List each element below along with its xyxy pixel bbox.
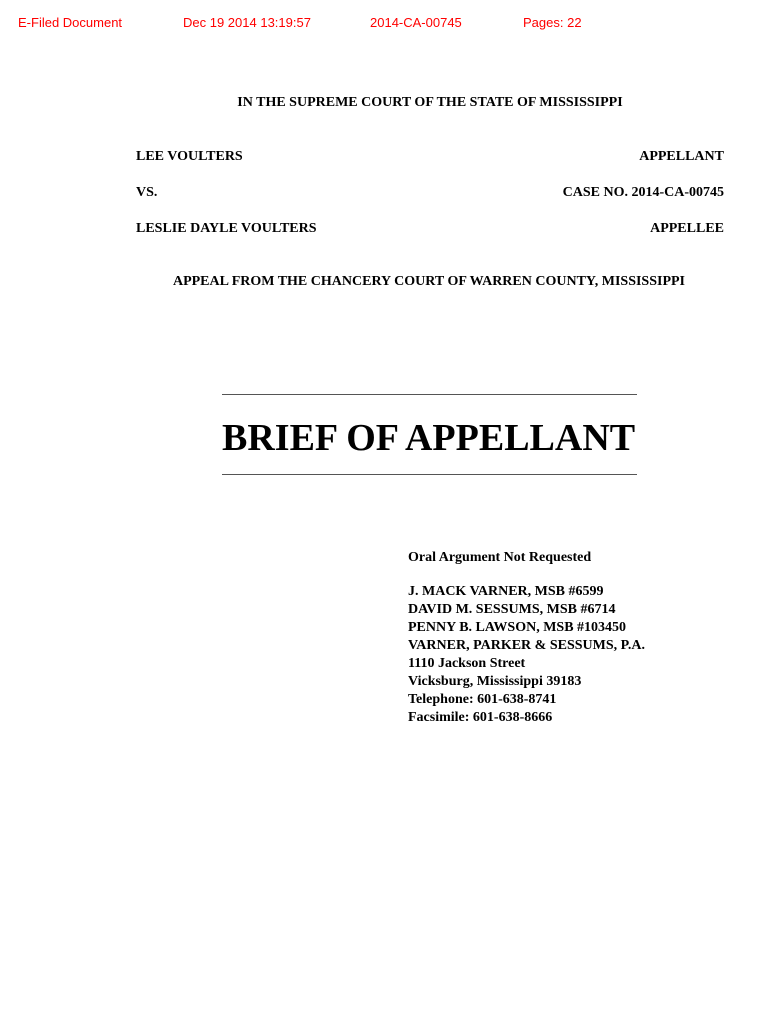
oral-argument-note: Oral Argument Not Requested [408,550,592,565]
counsel-firm: VARNER, PARKER & SESSUMS, P.A. [408,638,646,653]
counsel-block [408,549,645,727]
document-title: BRIEF OF APPELLANT [222,417,636,459]
court-heading: IN THE SUPREME COURT OF THE STATE OF MISSISSIPPI [237,95,623,110]
counsel-facsimile: Facsimile: 601-638-8666 [408,710,553,725]
appellant-name: LEE VOULTERS [136,149,243,164]
title-rule-top [222,394,637,395]
efiled-page-count: Pages: 22 [523,15,582,30]
appellee-role: APPELLEE [650,221,724,236]
title-rule-bottom [222,474,637,475]
counsel-line: J. MACK VARNER, MSB #6599 [408,584,604,599]
caption-row-versus [136,184,724,201]
efiled-case-number: 2014-CA-00745 [370,15,462,30]
efiled-datetime: Dec 19 2014 13:19:57 [183,15,311,30]
counsel-line: DAVID M. SESSUMS, MSB #6714 [408,602,616,617]
counsel-line: PENNY B. LAWSON, MSB #103450 [408,620,627,635]
caption-row-appellee [136,220,724,237]
caption-row-appellant [136,148,724,165]
counsel-street: 1110 Jackson Street [408,656,526,671]
efiled-label: E-Filed Document [18,15,123,30]
appellant-role: APPELLANT [639,149,724,164]
counsel-city: Vicksburg, Mississippi 39183 [408,674,582,689]
case-number: CASE NO. 2014-CA-00745 [562,185,724,200]
appeal-from-heading: APPEAL FROM THE CHANCERY COURT OF WARREN COUNTY, MISSISSIPPI [172,274,686,289]
versus-label: VS. [136,185,158,200]
counsel-telephone: Telephone: 601-638-8741 [408,692,557,707]
appellee-name: LESLIE DAYLE VOULTERS [136,221,317,236]
